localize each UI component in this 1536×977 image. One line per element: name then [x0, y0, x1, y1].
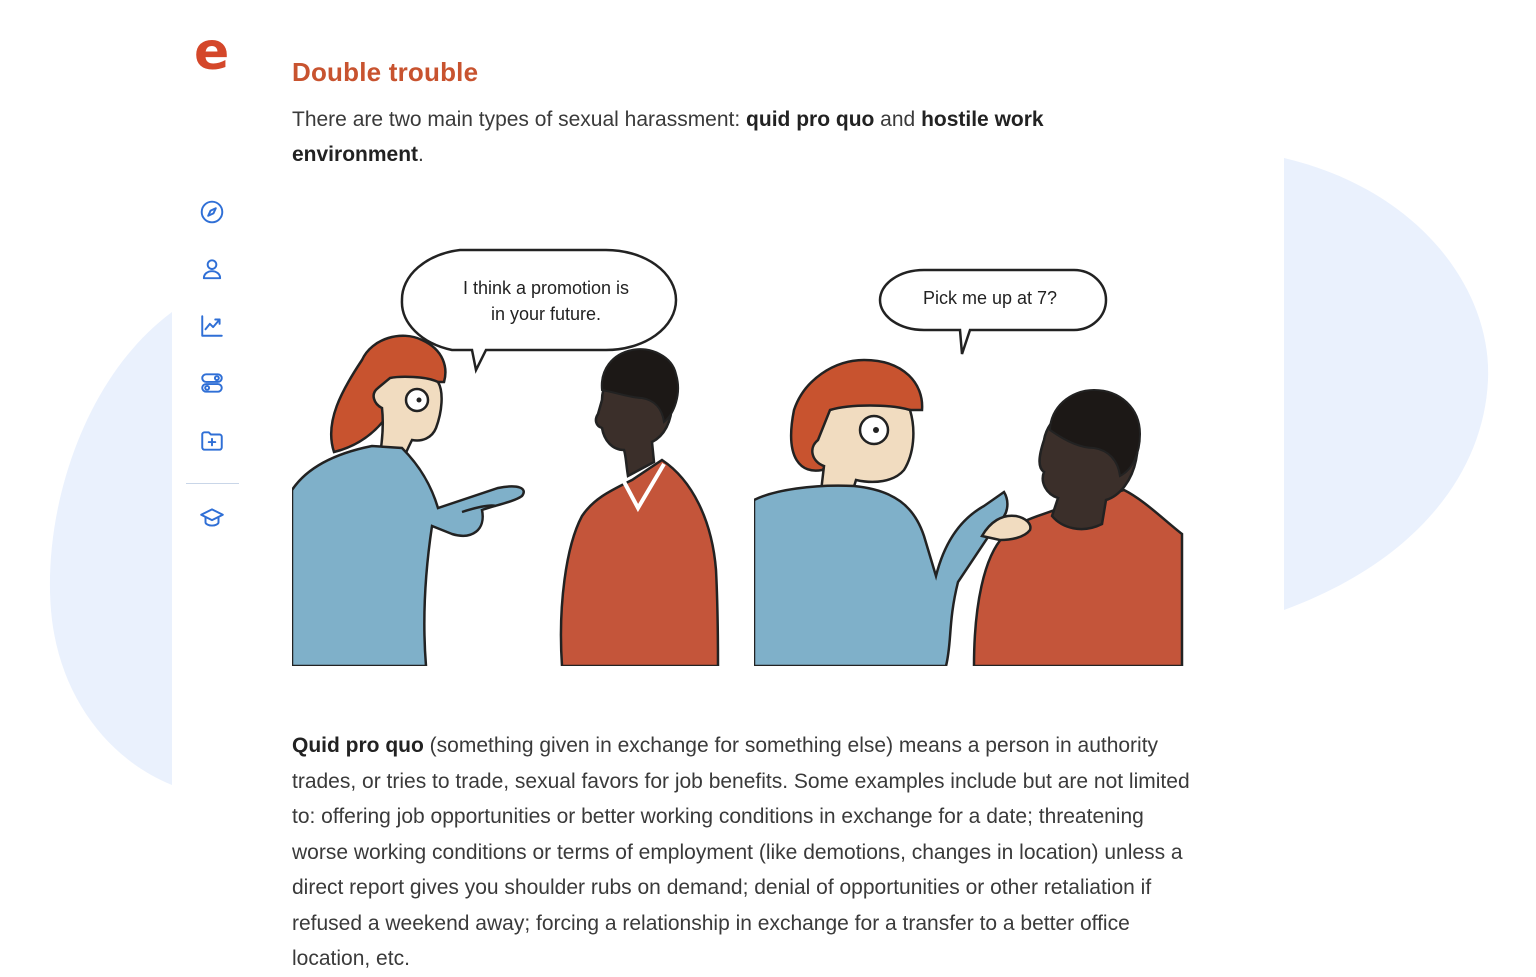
page-title: Double trouble	[292, 57, 479, 87]
intro-middle: and	[874, 108, 922, 131]
speech-bubble-left-line2: in your future.	[490, 304, 602, 324]
body-term: Quid pro quo	[292, 734, 424, 757]
illustration-panel-left	[292, 240, 724, 666]
woman-body	[292, 446, 524, 666]
nav-folder-plus-icon[interactable]	[197, 426, 227, 456]
intro-term-quid-pro-quo: quid pro quo	[746, 108, 875, 131]
speech-bubble-right-text: Pick me up at 7?	[922, 288, 1058, 308]
woman-body-right	[754, 486, 1007, 666]
intro-suffix: .	[418, 143, 424, 166]
body-text: (something given in exchange for something else) means a person in authority trades, or tries to trade, sexual favors for job benefits. Some examples include but are not limited to: offering job opportunities or better working conditions in exchange for a date; threatening worse working conditions or terms of employment (like demotions, changes in location) unless a direct report gives you shoulder rubs on demand; denial of opportunities or other retaliation if refused a weekend away; forcing a relationship in exchange for a transfer to a better office location, etc.	[292, 734, 1190, 970]
speech-bubble-right	[880, 270, 1106, 354]
article	[292, 50, 1192, 970]
brand-logo[interactable]: e	[194, 22, 230, 82]
sidebar	[172, 0, 254, 976]
man-body-left	[561, 460, 718, 666]
intro-term-hostile: hostile work environment	[292, 108, 1044, 166]
illustration	[292, 240, 1192, 666]
body-paragraph	[292, 728, 1192, 977]
speech-bubble-left-line1: I think a promotion is	[462, 278, 630, 298]
illustration-panel-right	[754, 240, 1192, 666]
nav-compass-icon[interactable]	[197, 197, 227, 227]
intro-prefix: There are two main types of sexual harassment:	[292, 108, 747, 131]
nav-divider	[186, 483, 239, 484]
intro-paragraph	[292, 102, 1112, 172]
nav-toggles-icon[interactable]	[197, 368, 227, 398]
nav-user-icon[interactable]	[197, 254, 227, 284]
nav-graduation-cap-icon[interactable]	[197, 503, 227, 533]
nav-chart-line-icon[interactable]	[197, 311, 227, 341]
